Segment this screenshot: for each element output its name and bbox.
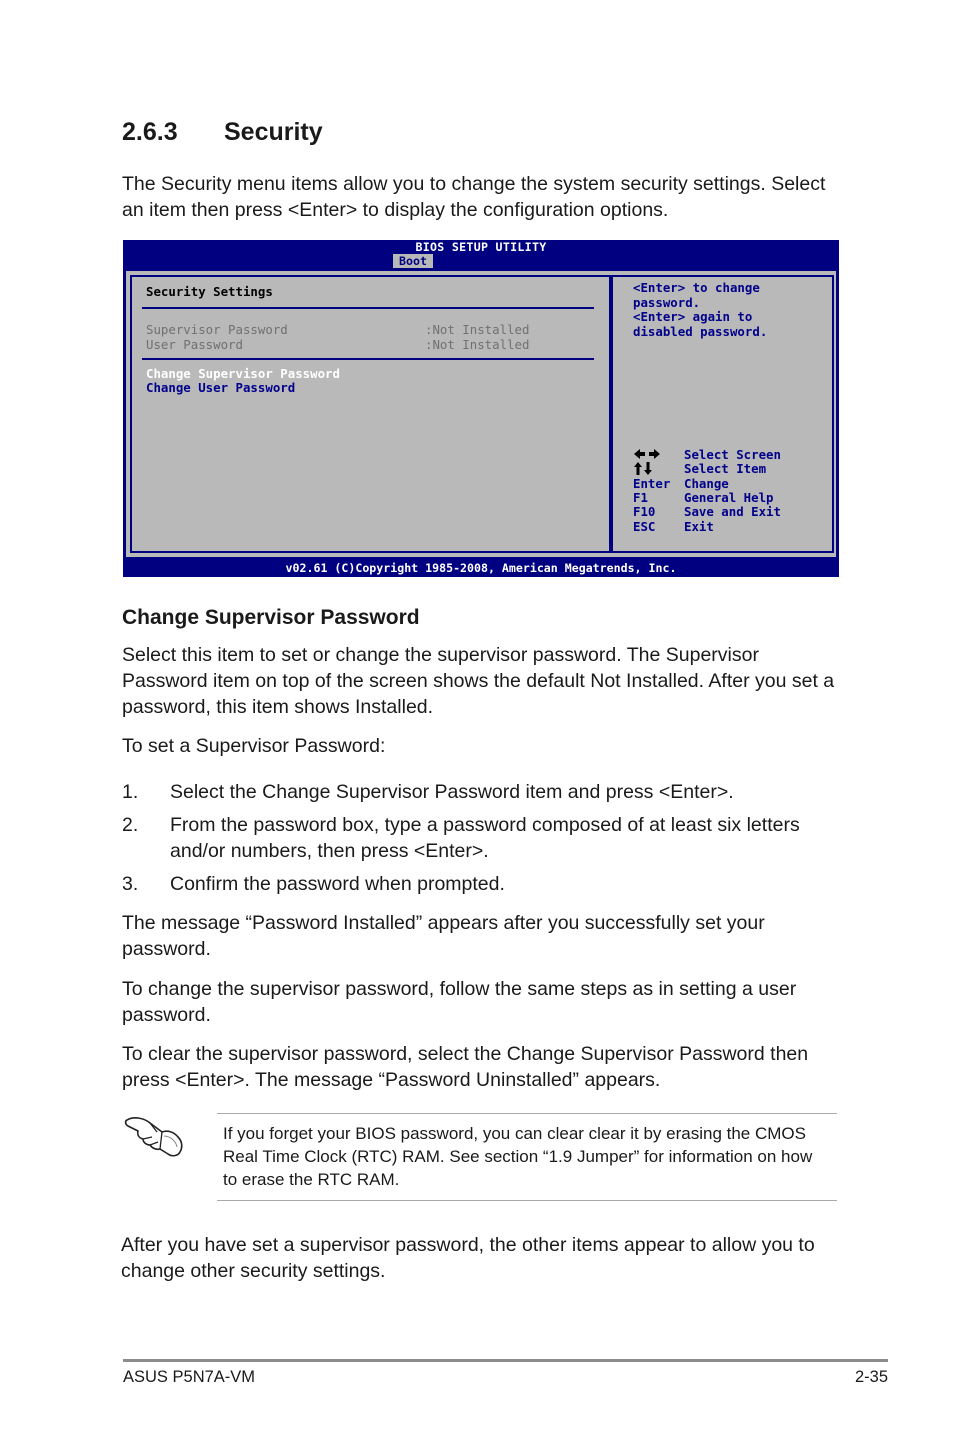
step-text — [170, 779, 850, 805]
step-line: and/or numbers, then press <Enter>. — [170, 840, 489, 862]
note-line: If you forget your BIOS password, you can clear clear it by erasing the CMOS — [223, 1124, 806, 1143]
paragraph-line: To change the supervisor password, follow the same steps as in setting a user — [122, 978, 797, 1000]
paragraph — [122, 910, 842, 962]
step-line: Select the Change Supervisor Password item and press <Enter>. — [170, 781, 734, 803]
supervisor-password-value: :Not Installed — [425, 322, 530, 337]
hand-pointing-icon — [124, 1114, 186, 1165]
intro-line: an item then press <Enter> to display the configuration options. — [122, 199, 669, 221]
paragraph-line: password. — [122, 938, 211, 960]
help-line: disabled password. — [633, 323, 768, 339]
bios-screenshot — [123, 240, 839, 577]
help-line: <Enter> again to — [633, 309, 753, 324]
bios-divider — [142, 358, 594, 360]
key-f1: F1 — [633, 490, 648, 505]
step-text — [170, 871, 850, 897]
security-settings-heading: Security Settings — [146, 284, 273, 299]
help-line: <Enter> to change — [633, 280, 760, 295]
user-password-label: User Password — [146, 337, 243, 352]
help-line: password. — [633, 294, 701, 310]
step-line: From the password box, type a password composed of at least six letters — [170, 814, 800, 836]
bios-left-frame — [130, 275, 611, 553]
note-line: Real Time Clock (RTC) RAM. See section “1.9 Jumper” for information on how — [223, 1147, 813, 1166]
note-line: to erase the RTC RAM. — [223, 1170, 400, 1189]
set-password-intro: To set a Supervisor Password: — [122, 735, 386, 757]
supervisor-password-label: Supervisor Password — [146, 322, 288, 337]
paragraph — [122, 1041, 842, 1093]
paragraph — [122, 976, 842, 1028]
key-enter: Enter — [633, 476, 671, 491]
footer-page-number: 2-35 — [854, 1368, 888, 1386]
key-f1-action: General Help — [684, 490, 774, 505]
paragraph-line: Password item on top of the screen shows the default Not Installed. After you set a — [122, 670, 835, 692]
key-enter-action: Change — [684, 476, 729, 491]
step-number: 3. — [122, 873, 139, 895]
intro-paragraph — [122, 171, 842, 223]
key-esc-action: Exit — [684, 519, 714, 534]
step-number: 2. — [122, 814, 139, 836]
section-title: Security — [224, 118, 323, 146]
change-supervisor-password-item[interactable]: Change Supervisor Password — [146, 366, 340, 381]
bios-copyright: v02.61 (C)Copyright 1985-2008, American Megatrends, Inc. — [285, 561, 677, 575]
key-select-screen: Select Screen — [684, 447, 781, 462]
key-select-item: Select Item — [684, 461, 767, 476]
note-text — [223, 1122, 831, 1191]
paragraph-line: password, this item shows Installed. — [122, 696, 434, 718]
subsection-paragraph — [122, 642, 842, 720]
user-password-value: :Not Installed — [425, 337, 530, 352]
change-user-password-item[interactable]: Change User Password — [146, 380, 296, 395]
bios-tab-boot[interactable]: Boot — [393, 254, 433, 268]
paragraph-line: Select this item to set or change the supervisor password. The Supervisor — [122, 644, 759, 666]
paragraph-line: The message “Password Installed” appears after you successfully set your — [122, 912, 765, 934]
key-f10-action: Save and Exit — [684, 504, 781, 519]
footer-rule — [123, 1359, 888, 1362]
step-line: Confirm the password when prompted. — [170, 873, 505, 895]
paragraph-line: password. — [122, 1004, 211, 1026]
subsection-title: Change Supervisor Password — [122, 606, 420, 629]
help-text — [633, 281, 767, 339]
footer-model: ASUS P5N7A-VM — [123, 1368, 256, 1386]
section-number: 2.6.3 — [122, 118, 178, 146]
bios-header: BIOS SETUP UTILITY — [415, 240, 547, 254]
paragraph-line: To clear the supervisor password, select the Change Supervisor Password then — [122, 1043, 809, 1065]
paragraph-line: change other security settings. — [121, 1260, 386, 1282]
step-number: 1. — [122, 781, 139, 803]
paragraph-line: press <Enter>. The message “Password Uninstalled” appears. — [122, 1069, 661, 1091]
bios-divider — [142, 307, 594, 309]
paragraph-line: After you have set a supervisor password, the other items appear to allow you to — [121, 1234, 815, 1256]
key-f10: F10 — [633, 504, 656, 519]
step-text — [170, 812, 850, 864]
key-esc: ESC — [633, 519, 656, 534]
intro-line: The Security menu items allow you to change the system security settings. Select — [122, 173, 826, 195]
closing-paragraph — [121, 1232, 841, 1284]
